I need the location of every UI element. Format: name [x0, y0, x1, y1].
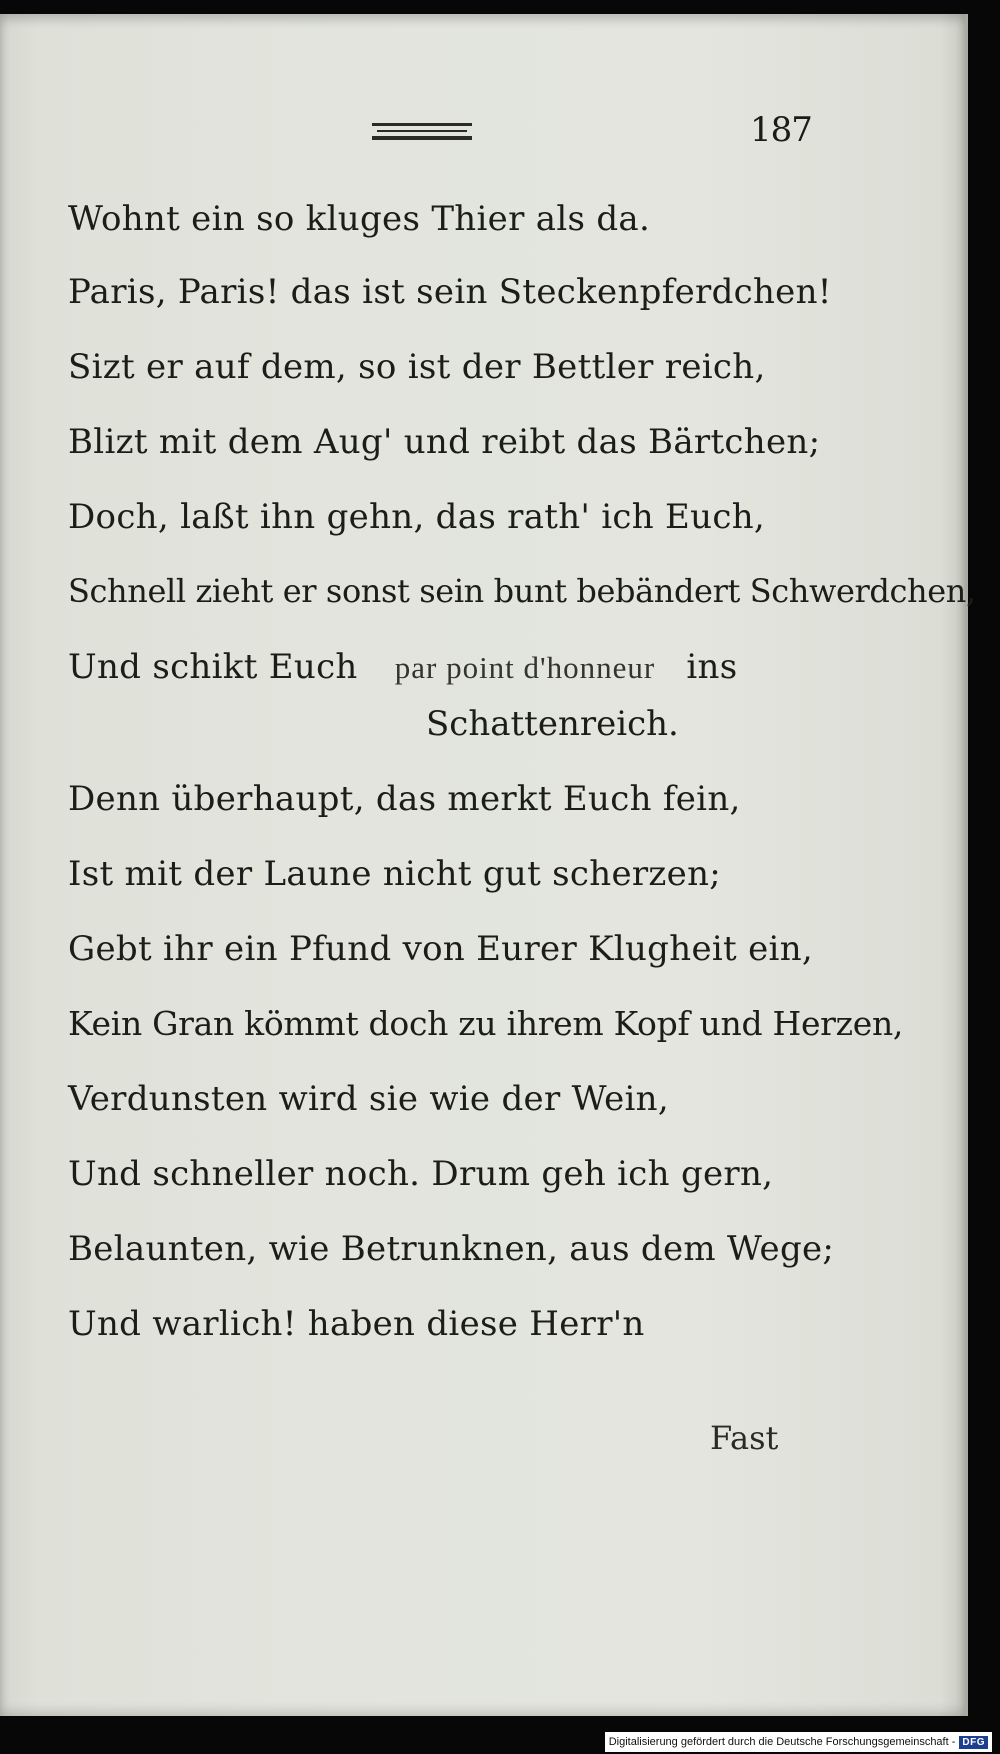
digitization-credit	[605, 1732, 992, 1752]
verse-line: Paris, Paris! das ist sein Steckenpferdchen!	[68, 272, 832, 312]
header-ornament-rule	[372, 117, 472, 145]
page-number: 187	[750, 110, 812, 150]
rule-line	[377, 130, 467, 132]
catchword: Fast	[710, 1419, 779, 1457]
verse-line-continuation: Schattenreich.	[426, 704, 679, 744]
verse-line: Denn überhaupt, das merkt Euch fein,	[68, 779, 741, 819]
verse-fragment: Und schikt Euch	[68, 647, 358, 687]
verse-line: Blizt mit dem Aug' und reibt das Bärtchen;	[68, 422, 821, 462]
verse-line: Schnell zieht er sonst sein bunt bebändert Schwerdchen,	[68, 572, 976, 610]
book-page	[0, 14, 976, 1716]
credit-text: Digitalisierung gefördert durch die Deutsche Forschungsgemeinschaft -	[608, 1736, 956, 1748]
verse-line: Belaunten, wie Betrunknen, aus dem Wege;	[68, 1229, 835, 1269]
verse-line: Doch, laßt ihn gehn, das rath' ich Euch,	[68, 497, 765, 537]
verse-line: Ist mit der Laune nicht gut scherzen;	[68, 854, 722, 894]
verse-line: Gebt ihr ein Pfund von Eurer Klugheit ein,	[68, 929, 814, 969]
dfg-logo: DFG	[959, 1736, 988, 1749]
verse-line: Sizt er auf dem, so ist der Bettler reich,	[68, 347, 766, 387]
page-content	[0, 14, 976, 1716]
verse-line: Und schneller noch. Drum geh ich gern,	[68, 1154, 774, 1194]
verse-fragment: ins	[686, 647, 738, 687]
verse-line	[68, 647, 737, 687]
rule-line	[372, 123, 472, 126]
verse-line: Und warlich! haben diese Herr'n	[68, 1304, 645, 1344]
verse-line: Kein Gran kömmt doch zu ihrem Kopf und Herzen,	[68, 1004, 904, 1043]
latin-phrase: par point d'honneur	[394, 650, 656, 685]
verse-line: Verdunsten wird sie wie der Wein,	[68, 1079, 669, 1119]
rule-line	[372, 136, 472, 140]
verse-line: Wohnt ein so kluges Thier als da.	[68, 199, 651, 239]
